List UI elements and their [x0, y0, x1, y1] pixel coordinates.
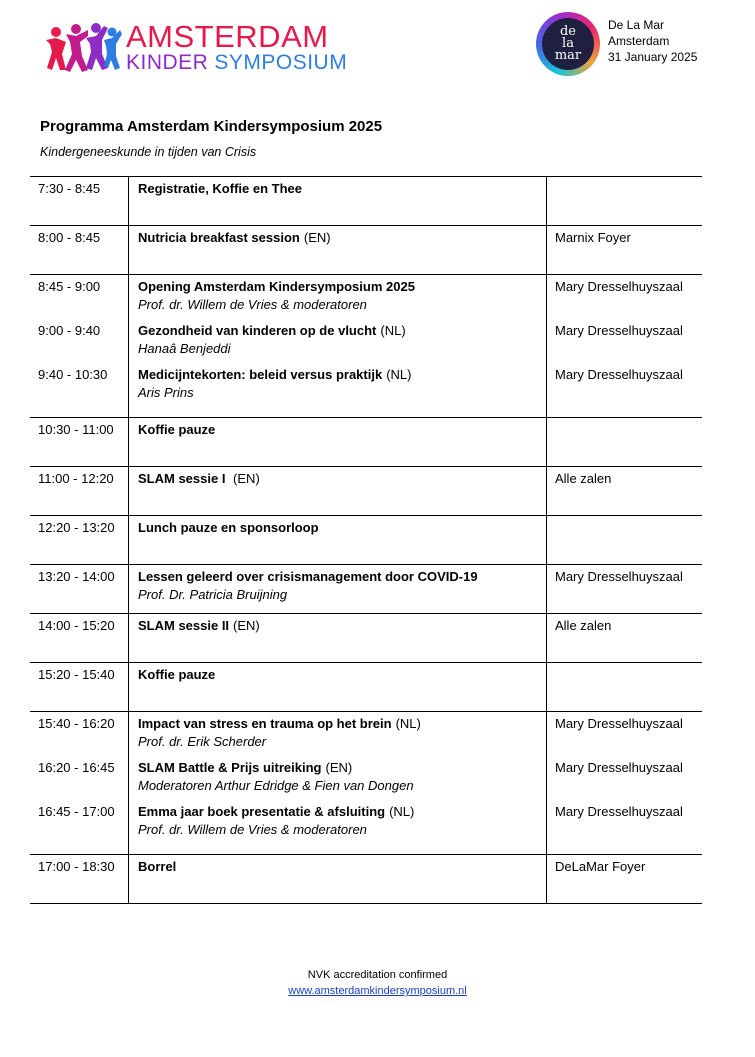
- session-title: SLAM sessie I: [138, 471, 226, 486]
- entry-room: [547, 667, 702, 683]
- session-language: (NL): [389, 804, 415, 819]
- session-title-line: [138, 716, 547, 732]
- symposium-logo: [44, 19, 348, 74]
- entry-room: Mary Dresselhuyszaal: [555, 367, 683, 382]
- session-title: Borrel: [138, 859, 177, 874]
- entry-session: [130, 323, 547, 357]
- program-title: Programma Amsterdam Kindersymposium 2025: [40, 118, 383, 135]
- entry-session: [130, 181, 547, 197]
- logo-symposium-word: SYMPOSIUM: [214, 51, 348, 74]
- delamar-logo: [536, 12, 600, 76]
- entry-room: [547, 181, 702, 197]
- session-speaker: Prof. dr. Willem de Vries & moderatoren: [138, 822, 367, 837]
- session-speaker: Prof. Dr. Patricia Bruijning: [138, 587, 288, 602]
- event-date: 31 January 2025: [608, 50, 698, 64]
- session-speaker: Prof. dr. Willem de Vries & moderatoren: [138, 297, 367, 312]
- session-title: Lunch pauze en sponsorloop: [138, 520, 319, 535]
- session-title-line: [138, 181, 547, 197]
- session-title: Lessen geleerd over crisismanagement door COVID-19: [138, 569, 478, 584]
- session-title-line: [138, 859, 547, 875]
- session-speaker: Aris Prins: [138, 385, 194, 400]
- schedule-entry: [30, 565, 702, 603]
- schedule-row: [30, 516, 702, 565]
- session-language: (EN): [325, 760, 353, 775]
- entry-time: 7:30 - 8:45: [38, 181, 101, 196]
- session-language: (NL): [386, 367, 412, 382]
- session-title-line: [138, 569, 547, 585]
- schedule-table: [30, 176, 702, 904]
- entry-session: [130, 471, 547, 487]
- entry-session: [130, 804, 547, 838]
- logo-amsterdam-text: AMSTERDAM: [126, 19, 329, 54]
- entry-room: Alle zalen: [555, 471, 612, 486]
- session-title: Koffie pauze: [138, 667, 216, 682]
- footer: [0, 967, 755, 999]
- entry-room: [547, 422, 702, 438]
- session-title: Impact van stress en trauma op het brein: [138, 716, 392, 731]
- schedule-entry: [30, 226, 702, 246]
- entry-session: [130, 520, 547, 536]
- entry-room: Mary Dresselhuyszaal: [555, 279, 683, 294]
- entry-time: 13:20 - 14:00: [38, 569, 115, 584]
- entry-time: 17:00 - 18:30: [38, 859, 115, 874]
- session-title-line: [138, 279, 547, 295]
- schedule-entry: [30, 357, 702, 401]
- entry-room: Mary Dresselhuyszaal: [555, 804, 683, 819]
- schedule-entry: [30, 516, 702, 536]
- schedule-entry: [30, 855, 702, 875]
- session-title: SLAM Battle & Prijs uitreiking: [138, 760, 322, 775]
- session-title-line: [138, 230, 547, 246]
- session-title-line: [138, 367, 547, 383]
- logo-kinder-word: KINDER: [126, 51, 209, 74]
- entry-session: [130, 667, 547, 683]
- session-title-line: [138, 422, 547, 438]
- schedule-entry: [30, 467, 702, 487]
- entry-session: [130, 859, 547, 875]
- session-language: (EN): [233, 618, 260, 633]
- entry-session: [130, 569, 547, 603]
- entry-time: 9:00 - 9:40: [38, 323, 101, 338]
- entry-session: [130, 618, 547, 634]
- session-title: Emma jaar boek presentatie & afsluiting: [138, 804, 386, 819]
- session-title: Opening Amsterdam Kindersymposium 2025: [138, 279, 415, 294]
- entry-time: 15:40 - 16:20: [38, 716, 115, 731]
- venue-city: Amsterdam: [608, 34, 670, 48]
- delamar-logo-inner: [542, 18, 594, 70]
- venue-name: De La Mar: [608, 18, 665, 32]
- accreditation-text: NVK accreditation confirmed: [307, 969, 448, 981]
- entry-room: Mary Dresselhuyszaal: [555, 323, 683, 338]
- schedule-row: [30, 418, 702, 467]
- schedule-entry: [30, 794, 702, 838]
- schedule-entry: [30, 275, 702, 313]
- entry-time: 11:00 - 12:20: [38, 471, 114, 486]
- session-title-line: [138, 323, 547, 339]
- session-title: Medicijntekorten: beleid versus praktijk: [138, 367, 383, 382]
- session-title-line: [138, 667, 547, 683]
- schedule-entry: [30, 418, 702, 438]
- entry-time: 14:00 - 15:20: [38, 618, 115, 633]
- entry-room: Mary Dresselhuyszaal: [555, 569, 683, 584]
- session-title-line: [138, 520, 547, 536]
- delamar-logo-de: de: [559, 24, 576, 39]
- delamar-logo-mar: mar: [554, 48, 582, 63]
- schedule-row: [30, 177, 702, 226]
- entry-room: DeLaMar Foyer: [555, 859, 646, 874]
- venue-info: [608, 17, 697, 65]
- website-link[interactable]: www.amsterdamkindersymposium.nl: [288, 985, 467, 997]
- schedule-entry: [30, 750, 702, 794]
- entry-room: Mary Dresselhuyszaal: [555, 716, 683, 731]
- schedule-entry: [30, 614, 702, 634]
- session-title: Gezondheid van kinderen op de vlucht: [138, 323, 377, 338]
- session-title: Koffie pauze: [138, 422, 216, 437]
- session-title-line: [138, 760, 547, 776]
- schedule-entry: [30, 663, 702, 683]
- schedule-row: [30, 226, 702, 275]
- schedule-row: [30, 614, 702, 663]
- entry-time: 9:40 - 10:30: [38, 367, 108, 382]
- schedule-row: [30, 712, 702, 855]
- session-language: (NL): [380, 323, 406, 338]
- session-title: SLAM sessie II: [138, 618, 230, 633]
- session-title: Nutricia breakfast session: [138, 230, 300, 245]
- session-title-line: [138, 471, 547, 487]
- entry-session: [130, 422, 547, 438]
- entry-time: 15:20 - 15:40: [38, 667, 115, 682]
- entry-room: [547, 520, 702, 536]
- entry-session: [130, 760, 547, 794]
- schedule-entry: [30, 712, 702, 750]
- entry-room: Marnix Foyer: [555, 230, 631, 245]
- session-language: (EN): [229, 471, 260, 486]
- entry-session: [130, 279, 547, 313]
- session-speaker: Prof. dr. Erik Scherder: [138, 734, 267, 749]
- entry-time: 8:00 - 8:45: [38, 230, 101, 245]
- session-language: (EN): [303, 230, 331, 245]
- delamar-logo-la: la: [562, 36, 574, 51]
- logo-kinder-symposium-text: [126, 51, 347, 75]
- entry-time: 16:45 - 17:00: [38, 804, 115, 819]
- schedule-entry: [30, 313, 702, 357]
- session-title-line: [138, 804, 547, 820]
- entry-session: [130, 716, 547, 750]
- schedule-row: [30, 467, 702, 516]
- entry-session: [130, 230, 547, 246]
- entry-room: Mary Dresselhuyszaal: [555, 760, 683, 775]
- entry-time: 8:45 - 9:00: [38, 279, 101, 294]
- session-speaker: Hanaâ Benjeddi: [138, 341, 231, 356]
- schedule-entry: [30, 177, 702, 197]
- schedule-row: [30, 855, 702, 904]
- session-title: Registratie, Koffie en Thee: [138, 181, 302, 196]
- schedule-row: [30, 565, 702, 614]
- session-speaker: Moderatoren Arthur Edridge & Fien van Dongen: [138, 778, 414, 793]
- session-language: (NL): [395, 716, 421, 731]
- entry-room: Alle zalen: [555, 618, 612, 633]
- schedule-row: [30, 275, 702, 418]
- entry-time: 10:30 - 11:00: [38, 422, 114, 437]
- entry-time: 12:20 - 13:20: [38, 520, 115, 535]
- entry-time: 16:20 - 16:45: [38, 760, 115, 775]
- program-subtitle: Kindergeneeskunde in tijden van Crisis: [40, 145, 257, 159]
- entry-session: [130, 367, 547, 401]
- schedule-row: [30, 663, 702, 712]
- session-title-line: [138, 618, 547, 634]
- children-figures-icon: [44, 20, 122, 74]
